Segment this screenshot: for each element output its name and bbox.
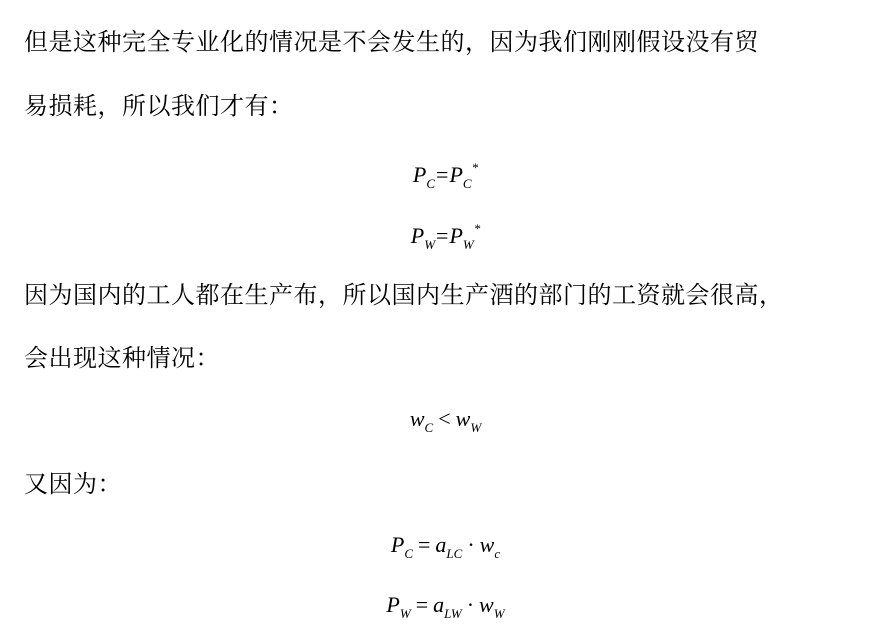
eq3-lhs-sub: C	[424, 420, 434, 435]
eq1-lhs-sub: C	[426, 176, 436, 191]
eq3-rhs-sub: W	[470, 420, 482, 435]
eq4-w: w	[479, 532, 495, 557]
eq4-dot: ·	[467, 532, 475, 557]
eq3-lhs: w	[409, 406, 425, 431]
eq2-lhs: P	[410, 223, 425, 248]
eq5-lhs-sub: W	[399, 606, 411, 621]
eq5-dot: ·	[466, 592, 475, 617]
eq4-op: =	[418, 532, 431, 557]
paragraph-1-line-1: 但是这种完全专业化的情况是不会发生的，因为我们刚刚假设没有贸	[24, 28, 759, 56]
eq1-rhs-sub: C	[462, 176, 472, 191]
paragraph-2-line-2: 会出现这种情况：	[24, 344, 220, 372]
eq5-w-sub: W	[493, 606, 505, 621]
eq5-a-sub: LW	[444, 606, 462, 621]
eq4-w-sub: c	[494, 546, 501, 561]
eq1-rhs: P	[449, 162, 463, 187]
equation-pc-equals-alc-wc	[0, 530, 891, 569]
eq4-lhs-sub: C	[404, 546, 413, 561]
paragraph-1-line-2: 易损耗，所以我们才有：	[24, 92, 294, 120]
equation-pw-equals-pw-star	[0, 214, 891, 260]
eq5-a: a	[433, 592, 445, 617]
equation-pc-equals-pc-star	[0, 153, 891, 199]
eq2-rhs-sub: W	[462, 237, 474, 252]
eq5-lhs: P	[386, 592, 400, 617]
eq4-a: a	[435, 532, 447, 557]
eq2-rhs-sup: *	[473, 221, 481, 236]
eq1-rhs-sup: *	[471, 160, 479, 175]
eq5-op: =	[415, 592, 429, 617]
eq1-lhs: P	[412, 162, 427, 187]
paragraph-3-line-1: 又因为：	[24, 470, 122, 498]
equation-pw-equals-alw-ww	[0, 590, 891, 629]
equation-wc-less-than-ww	[0, 404, 891, 443]
eq2-lhs-sub: W	[424, 237, 436, 252]
eq4-lhs: P	[390, 532, 405, 557]
eq4-a-sub: LC	[446, 546, 463, 561]
eq5-w: w	[479, 592, 494, 617]
paragraph-2-line-1: 因为国内的工人都在生产布，所以国内生产酒的部门的工资就会很高，	[24, 281, 784, 309]
eq1-op: =	[436, 162, 449, 187]
eq3-rhs: w	[455, 406, 471, 431]
eq2-op: =	[436, 223, 449, 248]
eq2-rhs: P	[449, 223, 463, 248]
eq3-op: <	[438, 406, 451, 431]
